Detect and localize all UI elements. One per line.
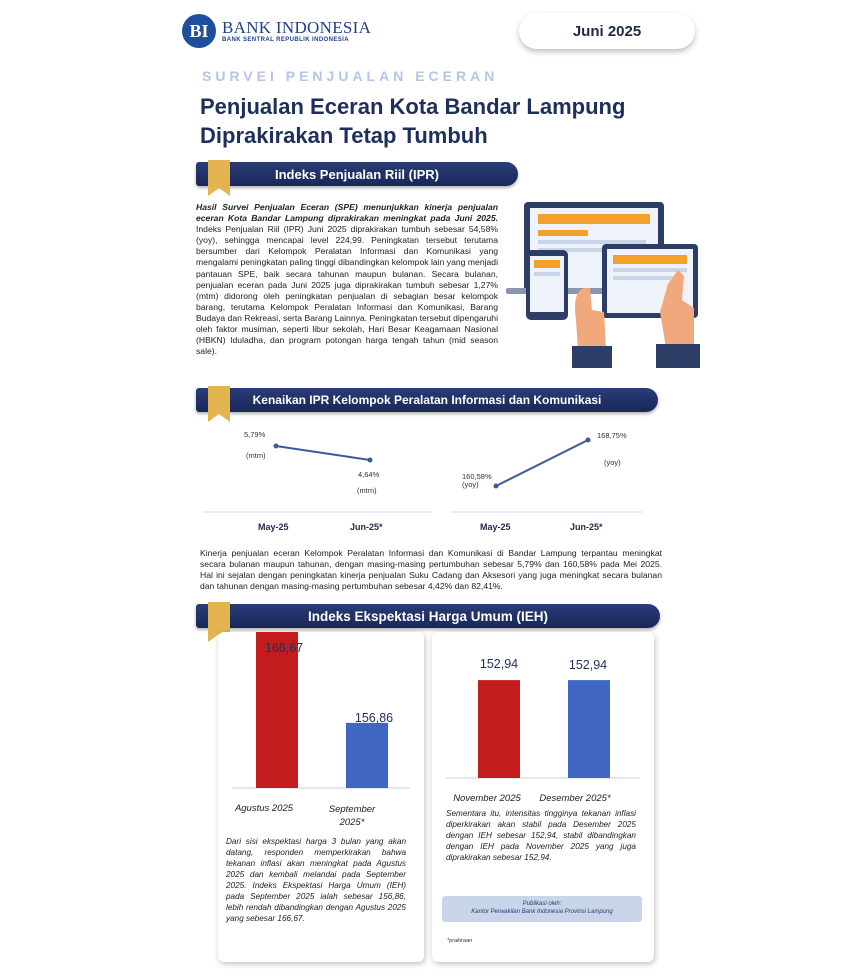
line-chart-mtm-series bbox=[276, 446, 370, 460]
survey-eyebrow: SURVEI PENJUALAN ECERAN bbox=[202, 68, 499, 84]
line-chart-yoy-point-jun bbox=[586, 438, 591, 443]
ikt-paragraph: Kinerja penjualan eceran Kelompok Peralatan Informasi dan Komunikasi di Bandar Lampung terpantau meningkat secara bulanan maupun tahunan, dengan masing-masing pertumbuhan sebesar 5,79% dan 160,58% pada Mei 2025. Hal ini sejalan dengan peningkatan kinerja penjualan Suku Cadang dan Aksesori yang juga meningkat secara bulanan dan tahunan dengan masing-masing pertumbuhan sebesar 4,42% dan 82,41%. bbox=[200, 548, 662, 592]
ieh-banner: Indeks Ekspektasi Harga Umum (IEH) bbox=[196, 604, 660, 628]
ribbon-bookmark-icon-2 bbox=[208, 386, 230, 414]
line-chart-mtm-point-may bbox=[274, 444, 279, 449]
bar-september-2025 bbox=[346, 723, 388, 788]
period-badge: Juni 2025 bbox=[519, 13, 695, 49]
line-chart-yoy-series bbox=[496, 440, 588, 486]
bar-desember-2025 bbox=[568, 680, 610, 778]
bc2-value-nov: 152,94 bbox=[479, 657, 519, 671]
lc2-value-may: 160,58% bbox=[462, 472, 492, 481]
bank-indonesia-logo bbox=[182, 14, 371, 48]
ipr-body: Indeks Penjualan Riil (IPR) Juni 2025 diprakirakan tumbuh sebesar 54,58% (yoy), sehingga mencapai level 224,99. Peningkatan tersebut terutama bersumber dari Kelompok Peralatan Informasi dan Komunikasi yang mengalami peningkatan paling tinggi dibandingkan kelompok lain yang menjadi pantauan SPE, baik secara tahunan maupun bulanan. Secara bulanan, penjualan eceran pada Juni 2025 juga diprakirakan tumbuh sebesar 1,27% (mtm) didorong oleh peningkatan penjualan di sebagian besar kelompok barang, terutama Kelompok Peralatan Informasi dan Komunikasi, Barang Budaya dan Rekreasi, serta Barang Lainnya. Peningkatan tersebut dipengaruhi oleh faktor musiman, seperti libur sekolah, Hari Besar Keagamaan Nasional (HBKN) Iduladha, dan program potongan harga tengah tahun (mid season sale). bbox=[196, 224, 498, 357]
ipr-lead: Hasil Survei Penjualan Eceran (SPE) menunjukkan kinerja penjualan eceran Kota Bandar Lampung diprakirakan meningkat pada Juni 2025. bbox=[196, 202, 498, 224]
bc2-cat-dec: Desember 2025* bbox=[539, 793, 611, 804]
ikt-banner: Kenaikan IPR Kelompok Peralatan Informasi dan Komunikasi bbox=[196, 388, 658, 412]
title-line-2: Diprakirakan Tetap Tumbuh bbox=[200, 123, 488, 148]
page-title bbox=[200, 92, 660, 150]
bc2-cat-nov: November 2025 bbox=[453, 793, 521, 804]
bank-name: BANK INDONESIA bbox=[222, 18, 372, 37]
lc1-unit-may: (mtm) bbox=[246, 451, 266, 460]
ipr-paragraph bbox=[196, 202, 498, 357]
ieh-left-text: Dari sisi ekspektasi harga 3 bulan yang akan datang, responden memperkirakan bahwa tekanan inflasi akan meningkat pada Agustus 2025 dan kembali melandai pada September 2025. Indeks Ekspektasi Harga Umum (IEH) pada September 2025 ialah sebesar 156,86, lebih rendah dibandingkan dengan Agustus 2025 yang sebesar 166,67. bbox=[226, 837, 406, 923]
lc1-xtick-may: May-25 bbox=[258, 522, 289, 532]
publisher-box bbox=[442, 896, 642, 922]
bi-logo-icon: BI bbox=[182, 14, 216, 48]
bank-subtitle: BANK SENTRAL REPUBLIK INDONESIA bbox=[222, 37, 349, 43]
publisher-name: Kantor Perwakilan Bank Indonesia Provinsi Lampung bbox=[471, 909, 613, 915]
lc2-value-jun: 168,75% bbox=[597, 431, 627, 440]
ieh-right-text: Sementara itu, intensitas tingginya tekanan inflasi diperkirakan akan stabil pada Desember 2025 dengan IEH sebesar 152,94, stabil dibandingkan dengan IEH pada November 2025 yang juga diprakirakan sebesar 152,94. bbox=[446, 809, 636, 862]
bar-agustus-2025 bbox=[256, 632, 298, 788]
bc2-value-dec: 152,94 bbox=[568, 658, 608, 672]
bar-november-2025 bbox=[478, 680, 520, 778]
lc1-value-jun: 4,64% bbox=[358, 470, 380, 479]
footnote: *prakiraan bbox=[447, 938, 473, 944]
lc1-unit-jun: (mtm) bbox=[357, 486, 377, 495]
lc2-xtick-jun: Jun-25* bbox=[570, 522, 603, 532]
publisher-label: Publikasi oleh: bbox=[522, 901, 562, 907]
title-line-1: Penjualan Eceran Kota Bandar Lampung bbox=[200, 94, 626, 119]
lc1-value-may: 5,79% bbox=[244, 430, 266, 439]
ribbon-bookmark-icon bbox=[208, 160, 230, 188]
lc2-unit-jun: (yoy) bbox=[604, 458, 621, 467]
line-chart-yoy-point-may bbox=[494, 484, 499, 489]
bc1-cat-sep: September 2025* bbox=[328, 804, 376, 828]
bc1-cat-aug: Agustus 2025 bbox=[234, 803, 294, 814]
bc1-value-sep: 156,86 bbox=[354, 711, 394, 725]
line-chart-mtm bbox=[196, 420, 436, 540]
line-chart-mtm-point-jun bbox=[368, 458, 373, 463]
devices-illustration-icon bbox=[506, 200, 706, 370]
ribbon-bookmark-icon-3 bbox=[208, 602, 230, 634]
lc1-xtick-jun: Jun-25* bbox=[350, 522, 383, 532]
ipr-banner: Indeks Penjualan Riil (IPR) bbox=[196, 162, 518, 186]
lc2-unit-may: (yoy) bbox=[462, 480, 479, 489]
lc2-xtick-may: May-25 bbox=[480, 522, 511, 532]
bc1-value-aug: 166,67 bbox=[264, 641, 304, 655]
